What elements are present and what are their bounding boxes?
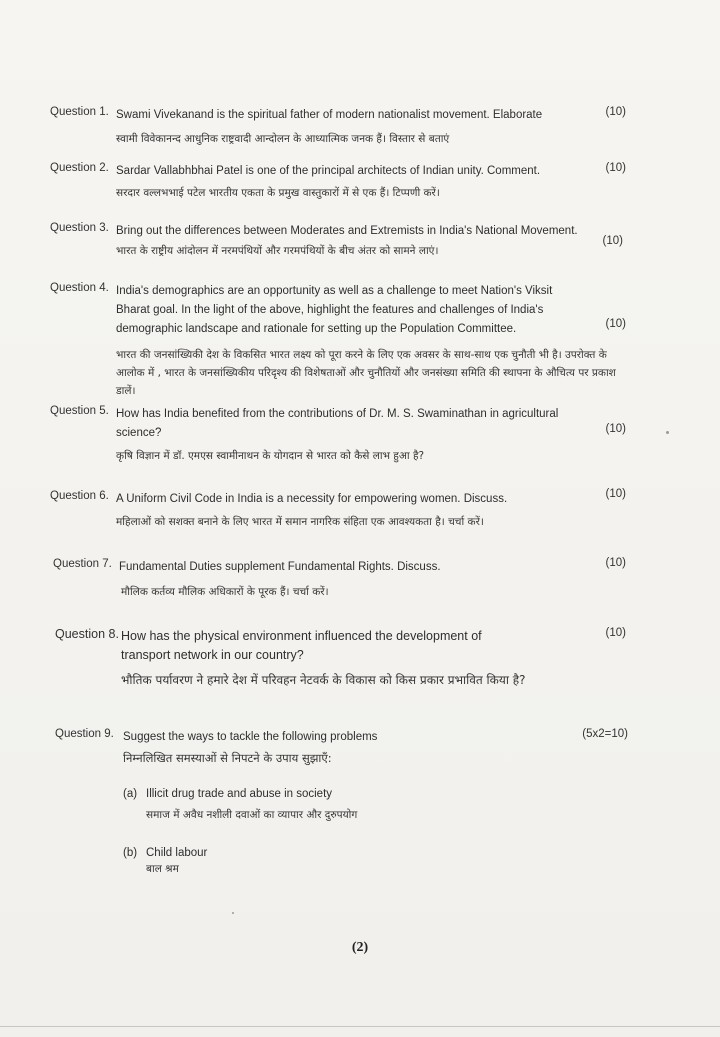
question-marks: (10) — [605, 106, 626, 118]
question-text-english: Sardar Vallabhbhai Patel is one of the principal architects of Indian unity. Comment. — [116, 165, 541, 177]
question-text-hindi: भारत की जनसांख्यिकी देश के विकसित भारत लक्ष्य को पूरा करने के लिए एक अवसर के साथ-साथ एक चुनौती भी है। उपरोक्त के आलोक में , भारत के जनसांख्यिकीय परिदृश्य की विशेषताओं और चुनौतियों और जनसंख्या समिति की स्थापना के औचित्य पर प्रकाश डालें। — [116, 349, 616, 397]
question-text-hindi: मौलिक कर्तव्य मौलिक अधिकारों के पूरक हैं। चर्चा करें। — [121, 586, 329, 598]
page-edge-line — [0, 1026, 720, 1027]
part-label: (a) — [123, 788, 138, 800]
part-text-english: Child labour — [146, 847, 208, 859]
question-number: Question 5. — [50, 405, 109, 417]
question-text-english: Swami Vivekanand is the spiritual father of modern nationalist movement. Elaborate — [116, 109, 543, 121]
question-marks: (10) — [605, 318, 626, 330]
question-number: Question 1. — [50, 106, 109, 118]
question-text-hindi: भारत के राष्ट्रीय आंदोलन में नरमपंथियों और गरमपंथियों के बीच अंतर को सामने लाएं। — [116, 245, 439, 257]
question-number: Question 4. — [50, 282, 109, 294]
question-marks: (10) — [605, 627, 626, 639]
scan-speck — [666, 431, 669, 434]
question-marks: (10) — [605, 488, 626, 500]
question-number: Question 7. — [53, 558, 112, 570]
scan-speck — [232, 912, 234, 914]
question-number: Question 2. — [50, 162, 109, 174]
part-text-hindi: बाल श्रम — [146, 863, 179, 875]
question-text-english: Bring out the differences between Moderates and Extremists in India's National Movement. — [116, 225, 578, 237]
question-marks: (10) — [602, 235, 623, 247]
question-marks: (10) — [605, 557, 626, 569]
part-label: (b) — [123, 847, 138, 859]
question-text-english: A Uniform Civil Code in India is a necessity for empowering women. Discuss. — [116, 493, 508, 505]
question-number: Question 8. — [55, 627, 119, 641]
question-text-hindi: भौतिक पर्यावरण ने हमारे देश में परिवहन नेटवर्क के विकास को किस प्रकार प्रभावित किया है? — [121, 673, 526, 687]
question-text-hindi: निम्नलिखित समस्याओं से निपटने के उपाय सुझाएँ: — [123, 751, 332, 765]
question-text-hindi: सरदार वल्लभभाई पटेल भारतीय एकता के प्रमुख वास्तुकारों में से एक हैं। टिप्पणी करें। — [116, 187, 440, 199]
question-number: Question 9. — [55, 728, 114, 740]
part-text-hindi: समाज में अवैध नशीली दवाओं का व्यापार और दुरुपयोग — [146, 809, 358, 821]
question-text-hindi: कृषि विज्ञान में डॉ. एमएस स्वामीनाथन के योगदान से भारत को कैसे लाभ हुआ है? — [116, 450, 425, 462]
part-text-english: Illicit drug trade and abuse in society — [146, 788, 333, 800]
page-number: (2) — [351, 940, 369, 955]
question-marks: (5x2=10) — [582, 728, 628, 740]
question-marks: (10) — [605, 423, 626, 435]
question-text-hindi: स्वामी विवेकानन्द आधुनिक राष्ट्रवादी आन्दोलन के आध्यात्मिक जनक हैं। विस्तार से बताएं — [116, 133, 450, 145]
question-number: Question 3. — [50, 222, 109, 234]
question-number: Question 6. — [50, 490, 109, 502]
question-text-english: Fundamental Duties supplement Fundamental Rights. Discuss. — [119, 561, 441, 573]
question-text-hindi: महिलाओं को सशक्त बनाने के लिए भारत में समान नागरिक संहिता एक आवश्यकता है। चर्चा करें। — [116, 516, 484, 528]
question-text-english: Suggest the ways to tackle the following problems — [123, 731, 378, 743]
question-marks: (10) — [605, 162, 626, 174]
question-text-english: How has India benefited from the contributions of Dr. M. S. Swaminathan in agricultural science? — [116, 408, 559, 439]
question-text-english: India's demographics are an opportunity as well as a challenge to meet Nation's Viksit Bharat goal. In the light of the above, highlight the features and challenges of India's demographic landscape and rationale for setting up the Population Committee. — [116, 285, 553, 335]
question-text-english: How has the physical environment influenced the development of transport network in our country? — [121, 629, 482, 662]
